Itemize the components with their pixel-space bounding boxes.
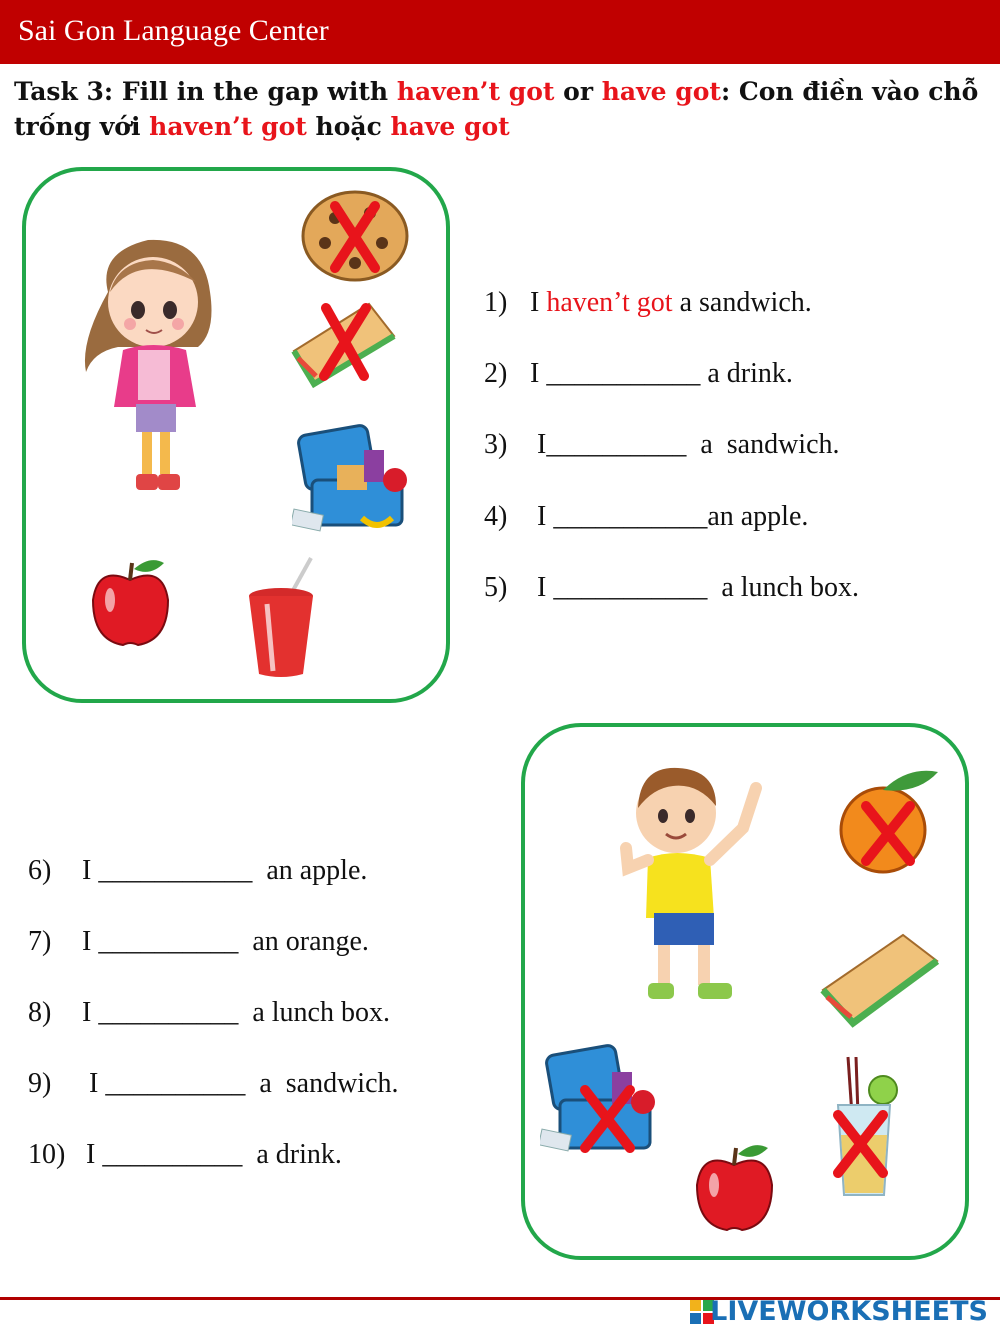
exercise-8: 8) I __________ a lunch box. xyxy=(28,997,390,1028)
answer-blank[interactable]: __________ xyxy=(98,926,239,957)
lunchbox-icon xyxy=(292,420,417,538)
answer-blank[interactable]: ___________ xyxy=(553,572,708,603)
answer-blank[interactable]: ___________ xyxy=(553,501,708,532)
task-prefix: Task 3: Fill in the gap with xyxy=(14,77,397,106)
lunchbox-icon xyxy=(540,1040,665,1165)
boy-icon xyxy=(618,758,768,1006)
exercise-6: 6) I ___________ an apple. xyxy=(28,855,368,886)
answer-blank[interactable]: __________ xyxy=(546,429,687,460)
sandwich-icon xyxy=(284,296,404,391)
task-option-havent-got: haven’t got xyxy=(396,77,555,106)
orange-icon xyxy=(838,766,943,876)
sandwich-icon xyxy=(815,925,945,1030)
task-vietnamese: : Con điền vào chỗ trống với xyxy=(14,77,979,141)
task-conj: hoặc xyxy=(306,112,391,141)
header-bar xyxy=(0,0,1000,64)
header-title: Sai Gon Language Center xyxy=(18,14,329,47)
task-option-have-got-vi: have got xyxy=(390,112,510,141)
exercise-10: 10) I __________ a drink. xyxy=(28,1139,342,1170)
answer-blank[interactable]: ___________ xyxy=(546,358,701,389)
juice-glass-icon xyxy=(828,1055,903,1200)
task-or: or xyxy=(554,77,602,106)
drink-cup-icon xyxy=(243,556,318,681)
exercise-4: 4) I ___________an apple. xyxy=(484,501,809,532)
answer-text: haven’t got xyxy=(546,287,673,318)
liveworksheets-brand[interactable]: LIVEWORKSHEETS xyxy=(710,1296,988,1327)
answer-blank[interactable]: ___________ xyxy=(98,855,253,886)
exercise-1: 1) I haven’t got a sandwich. xyxy=(484,287,812,318)
exercise-7: 7) I __________ an orange. xyxy=(28,926,369,957)
exercise-9: 9) I __________ a sandwich. xyxy=(28,1068,399,1099)
exercise-3: 3) I__________ a sandwich. xyxy=(484,429,840,460)
answer-blank[interactable]: __________ xyxy=(105,1068,246,1099)
cookie-icon xyxy=(300,188,410,283)
apple-icon xyxy=(88,555,173,650)
answer-blank[interactable]: __________ xyxy=(102,1139,243,1170)
task-option-havent-got-vi: haven’t got xyxy=(149,112,307,141)
task-instruction xyxy=(14,74,989,144)
answer-blank[interactable]: __________ xyxy=(98,997,239,1028)
task-option-have-got: have got xyxy=(601,77,721,106)
exercise-2: 2) I ___________ a drink. xyxy=(484,358,793,389)
girl-icon xyxy=(78,232,228,502)
exercise-5: 5) I ___________ a lunch box. xyxy=(484,572,859,603)
apple-icon xyxy=(692,1140,777,1235)
